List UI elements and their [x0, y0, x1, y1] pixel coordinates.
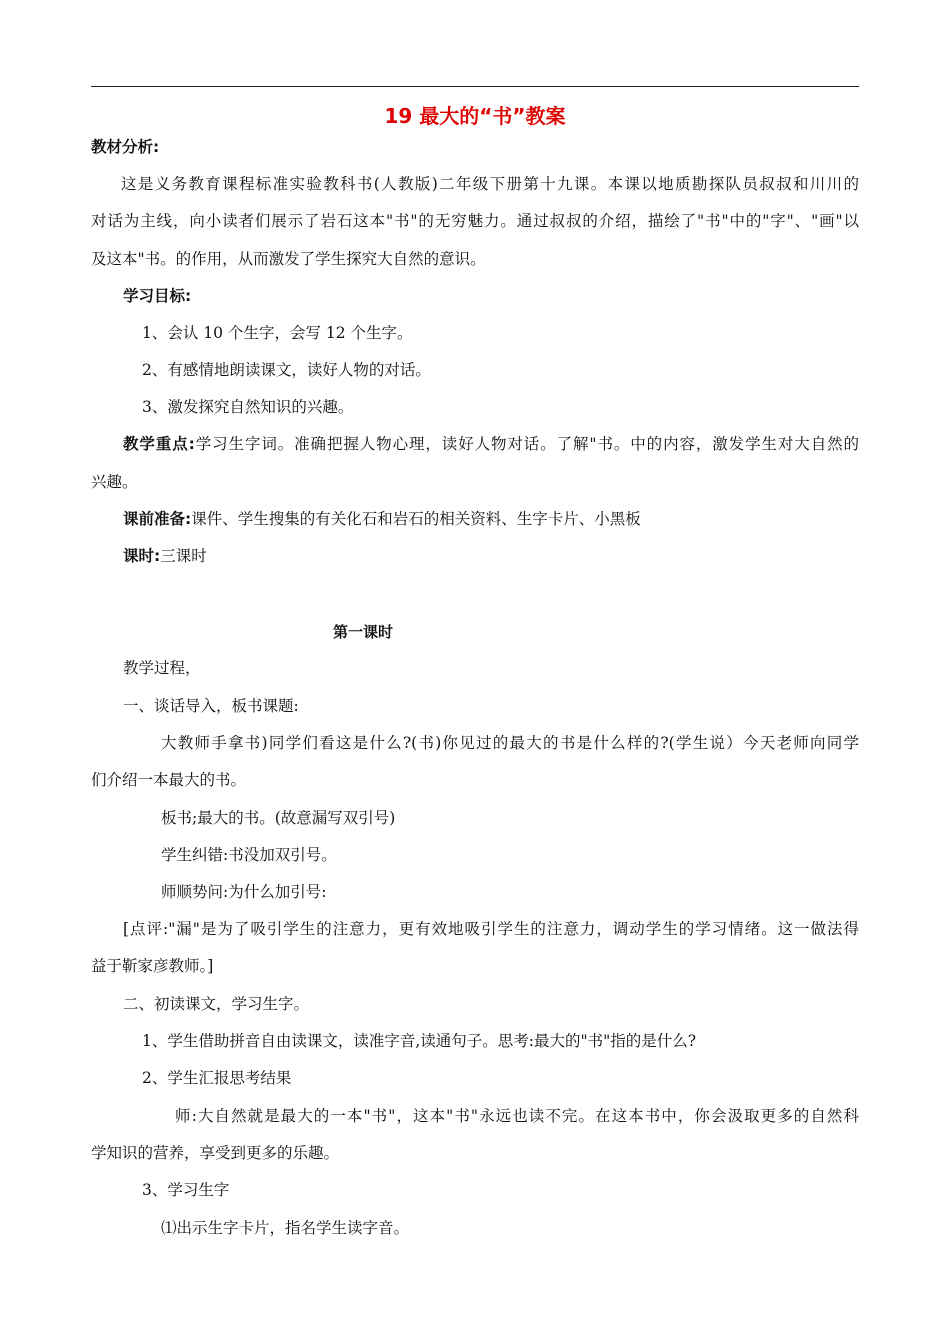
teacher-answer-line-1: 师:大自然就是最大的一本"书"，这本"书"永远也读不完。在这本书中，你会汲取更多的自然科	[175, 1107, 859, 1125]
lesson-1-heading: 第一课时	[333, 623, 394, 641]
teacher-answer-line-2: 学知识的营养，享受到更多的乐趣。	[91, 1144, 340, 1162]
material-line-2: 对话为主线，向小读者们展示了岩石这本"书"的无穷魅力。通过叔叔的介绍，描绘了"书"中的"字"、"画"以	[91, 212, 859, 230]
goal-item-1: 1、会认 10 个生字，会写 12 个生字。	[142, 324, 413, 342]
prep-label: 课前准备:	[123, 510, 192, 528]
header-rule	[91, 86, 859, 87]
step-1-heading: 一、谈话导入，板书课题:	[123, 697, 299, 715]
prep-text: 课件、学生搜集的有关化石和岩石的相关资料、生字卡片、小黑板	[191, 510, 641, 528]
step-2-item-3-sub-1: ⑴出示生字卡片，指名学生读字音。	[161, 1219, 410, 1237]
goals-heading: 学习目标:	[123, 287, 192, 305]
material-heading: 教材分析:	[91, 138, 160, 156]
step-1-para-line-2: 们介绍一本最大的书。	[91, 771, 247, 789]
step-2-heading: 二、初读课文，学习生字。	[123, 995, 310, 1013]
hours-label: 课时:	[123, 547, 161, 565]
focus-label: 教学重点:	[123, 435, 195, 453]
step-2-item-2: 2、学生汇报思考结果	[142, 1069, 292, 1087]
board-text: 板书;最大的书。(故意漏写双引号)	[161, 809, 396, 827]
focus-line-2: 兴趣。	[91, 473, 138, 491]
prep-line	[123, 509, 641, 529]
step-2-item-3: 3、学习生字	[142, 1181, 230, 1199]
hours-line	[123, 546, 207, 566]
hours-text: 三课时	[160, 547, 207, 565]
goal-item-3: 3、激发探究自然知识的兴趣。	[142, 398, 354, 416]
comment-line-2: 益于靳家彦教师。]	[91, 957, 214, 975]
teacher-question: 师顺势问:为什么加引号:	[161, 883, 327, 901]
step-2-item-1: 1、学生借助拼音自由读课文，读准字音,读通句子。思考:最大的"书"指的是什么?	[142, 1032, 697, 1050]
focus-text: 学习生字词。准确把握人物心理，读好人物对话。了解"书。中的内容，激发学生对大自然的	[194, 435, 860, 453]
goal-item-2: 2、有感情地朗读课文，读好人物的对话。	[142, 361, 431, 379]
step-1-para-line-1: 大教师手拿书)同学们看这是什么?(书)你见过的最大的书是什么样的?(学生说）今天老师向同学	[161, 734, 859, 752]
process-label: 教学过程，	[123, 659, 201, 677]
document-title: 19 最大的“书”教案	[384, 104, 566, 128]
material-line-1: 这是义务教育课程标准实验教科书(人教版)二年级下册第十九课。本课以地质勘探队员叔叔和川川的	[121, 175, 859, 193]
student-correction: 学生纠错:书没加双引号。	[161, 846, 337, 864]
material-line-3: 及这本"书。的作用，从而激发了学生探究大自然的意识。	[91, 250, 486, 268]
comment-line-1: [点评:"漏"是为了吸引学生的注意力，更有效地吸引学生的注意力，调动学生的学习情绪。这一做法得	[123, 920, 859, 938]
focus-line-1	[123, 434, 859, 454]
